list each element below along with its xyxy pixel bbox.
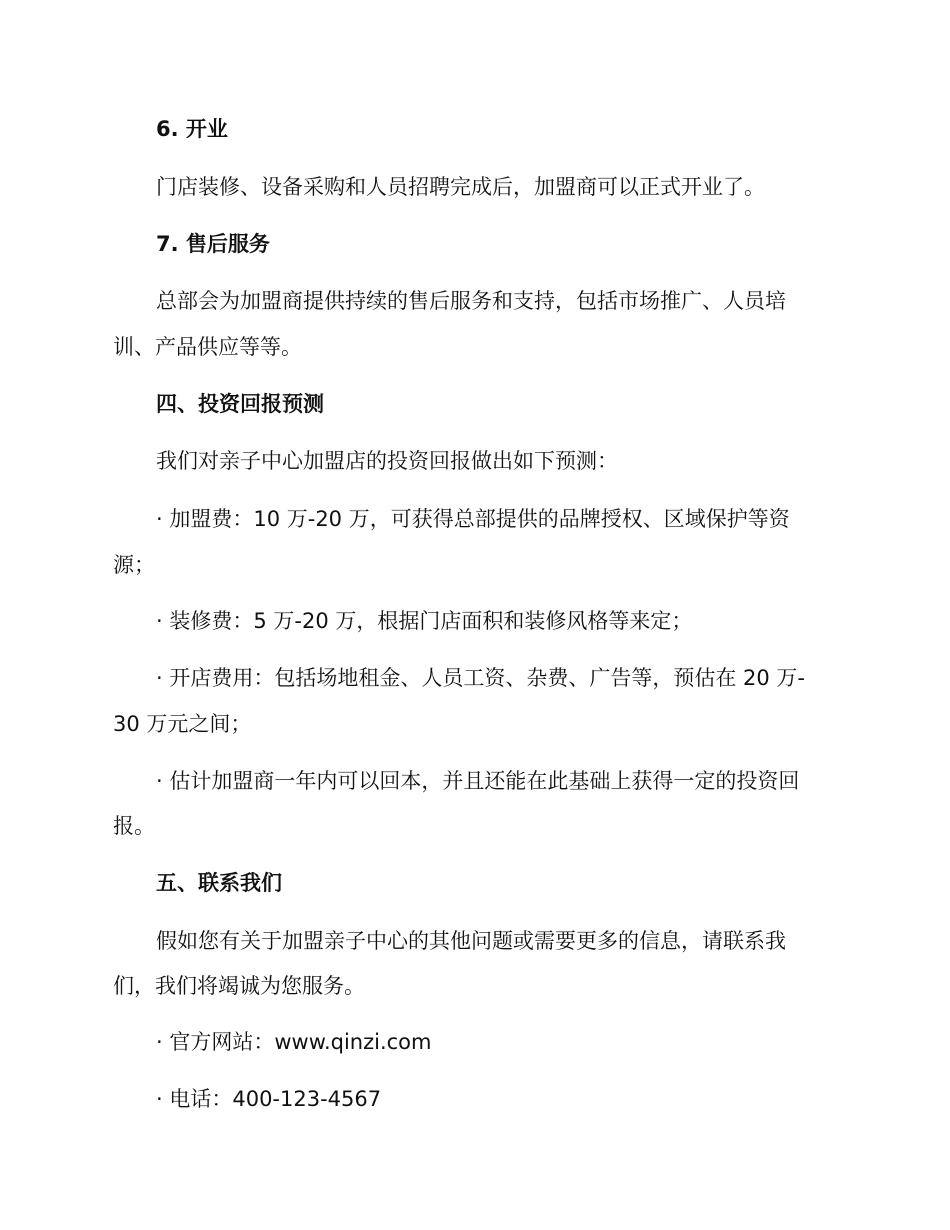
bullet-opening-cost-line-1: · 开店费用：包括场地租金、人员工资、杂费、广告等，预估在 20 万- — [156, 666, 805, 690]
section-6-text: 门店装修、设备采购和人员招聘完成后，加盟商可以正式开业了。 — [156, 175, 765, 199]
contact-website: · 官方网站：www.qinzi.com — [156, 1030, 432, 1054]
part-5-heading: 五、联系我们 — [156, 871, 282, 895]
section-7-text-line-1: 总部会为加盟商提供持续的售后服务和支持，包括市场推广、人员培 — [156, 289, 786, 313]
section-7-text-line-2: 训、产品供应等等。 — [113, 335, 302, 359]
bullet-franchise-fee-line-2: 源； — [113, 553, 155, 577]
bullet-opening-cost-line-2: 30 万元之间； — [113, 712, 252, 736]
contact-phone: · 电话：400-123-4567 — [156, 1087, 382, 1111]
bullet-renovation-fee: · 装修费：5 万-20 万，根据门店面积和装修风格等来定； — [156, 609, 693, 633]
bullet-payback-line-2: 报。 — [113, 814, 155, 838]
bullet-franchise-fee-line-1: · 加盟费：10 万-20 万，可获得总部提供的品牌授权、区域保护等资 — [156, 507, 790, 531]
bullet-payback-line-1: · 估计加盟商一年内可以回本，并且还能在此基础上获得一定的投资回 — [156, 769, 800, 793]
part-5-text-line-1: 假如您有关于加盟亲子中心的其他问题或需要更多的信息，请联系我 — [156, 929, 786, 953]
part-5-text-line-2: 们，我们将竭诚为您服务。 — [113, 974, 365, 998]
section-7-heading: 7. 售后服务 — [156, 232, 270, 256]
part-4-intro: 我们对亲子中心加盟店的投资回报做出如下预测： — [156, 449, 618, 473]
section-6-heading: 6. 开业 — [156, 117, 228, 141]
part-4-heading: 四、投资回报预测 — [156, 392, 324, 416]
